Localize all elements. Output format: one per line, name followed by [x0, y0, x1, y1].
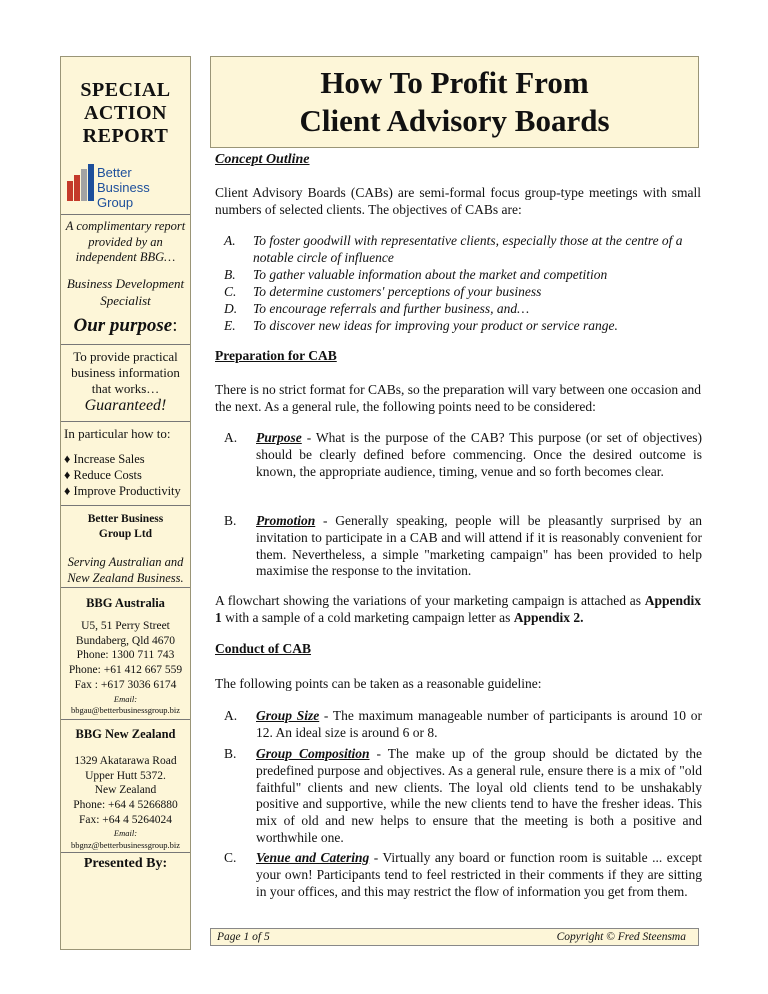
- aus-address: U5, 51 Perry Street Bundaberg, Qld 4670 Phone: 1300 711 743 Phone: +61 412 667 559 Fax : +617 3036 6174: [68, 620, 183, 691]
- company-name: Better Business Group Ltd: [87, 513, 164, 540]
- page-title: How To Profit From Client Advisory Boards: [210, 56, 699, 148]
- better-business-group-logo: Better Business Group: [65, 163, 187, 205]
- page-footer: [210, 928, 699, 946]
- specialist-label: Business Development Specialist: [66, 276, 185, 308]
- preparation-heading: Preparation for CAB: [215, 348, 337, 363]
- serving-note: Serving Australian and New Zealand Business.: [67, 555, 184, 585]
- purpose-text: To provide practical business information that works…: [71, 349, 180, 396]
- list-item: ♦ Increase Sales: [64, 452, 145, 466]
- purpose-heading: Our purpose:: [73, 315, 178, 336]
- aus-heading: BBG Australia: [86, 596, 165, 610]
- aus-email[interactable]: bbgau@betterbusinessgroup.biz: [70, 705, 181, 715]
- sidebar: [60, 56, 191, 950]
- list-item: ♦ Reduce Costs: [64, 468, 142, 482]
- preparation-intro: There is no strict format for CABs, so the preparation will vary between one occasion and the next. As a general rule, the following points need to be considered:: [215, 382, 701, 414]
- nz-heading: BBG New Zealand: [75, 727, 176, 741]
- flowchart-note: A flowchart showing the variations of your marketing campaign is attached as Appendix 1 with a sample of a cold marketing campaign letter as Appendix 2.: [215, 593, 701, 625]
- presented-by: Presented By:: [83, 856, 168, 871]
- aus-email-label: Email:: [113, 694, 138, 704]
- concept-intro: Client Advisory Boards (CABs) are semi-formal focus group-type meetings with small numbers of selected clients. The objectives of CABs are:: [215, 185, 701, 217]
- copyright: Copyright © Fred Steensma: [556, 931, 686, 943]
- benefit-list: [64, 451, 181, 499]
- guaranteed-label: Guaranteed!: [84, 397, 167, 414]
- appendix-1-link[interactable]: Appendix 1: [215, 593, 701, 625]
- conduct-intro: The following points can be taken as a reasonable guideline:: [215, 676, 542, 691]
- concept-heading: Concept Outline: [215, 152, 310, 167]
- particular-label: In particular how to:: [64, 426, 171, 441]
- nz-address: 1329 Akatarawa Road Upper Hutt 5372. New Zealand Phone: +64 4 5266880 Fax: +64 4 5264024: [73, 755, 178, 826]
- page-number: Page 1 of 5: [217, 931, 270, 943]
- special-action-report-title: SPECIAL ACTION REPORT: [80, 79, 171, 147]
- list-item: ♦ Improve Productivity: [64, 484, 181, 498]
- appendix-2-link[interactable]: Appendix 2.: [513, 609, 584, 625]
- conduct-heading: Conduct of CAB: [215, 641, 312, 656]
- nz-email-label: Email:: [113, 828, 138, 838]
- nz-email[interactable]: bbgnz@betterbusinessgroup.biz: [70, 840, 181, 850]
- complimentary-note: A complimentary report provided by an independent BBG…: [65, 219, 186, 264]
